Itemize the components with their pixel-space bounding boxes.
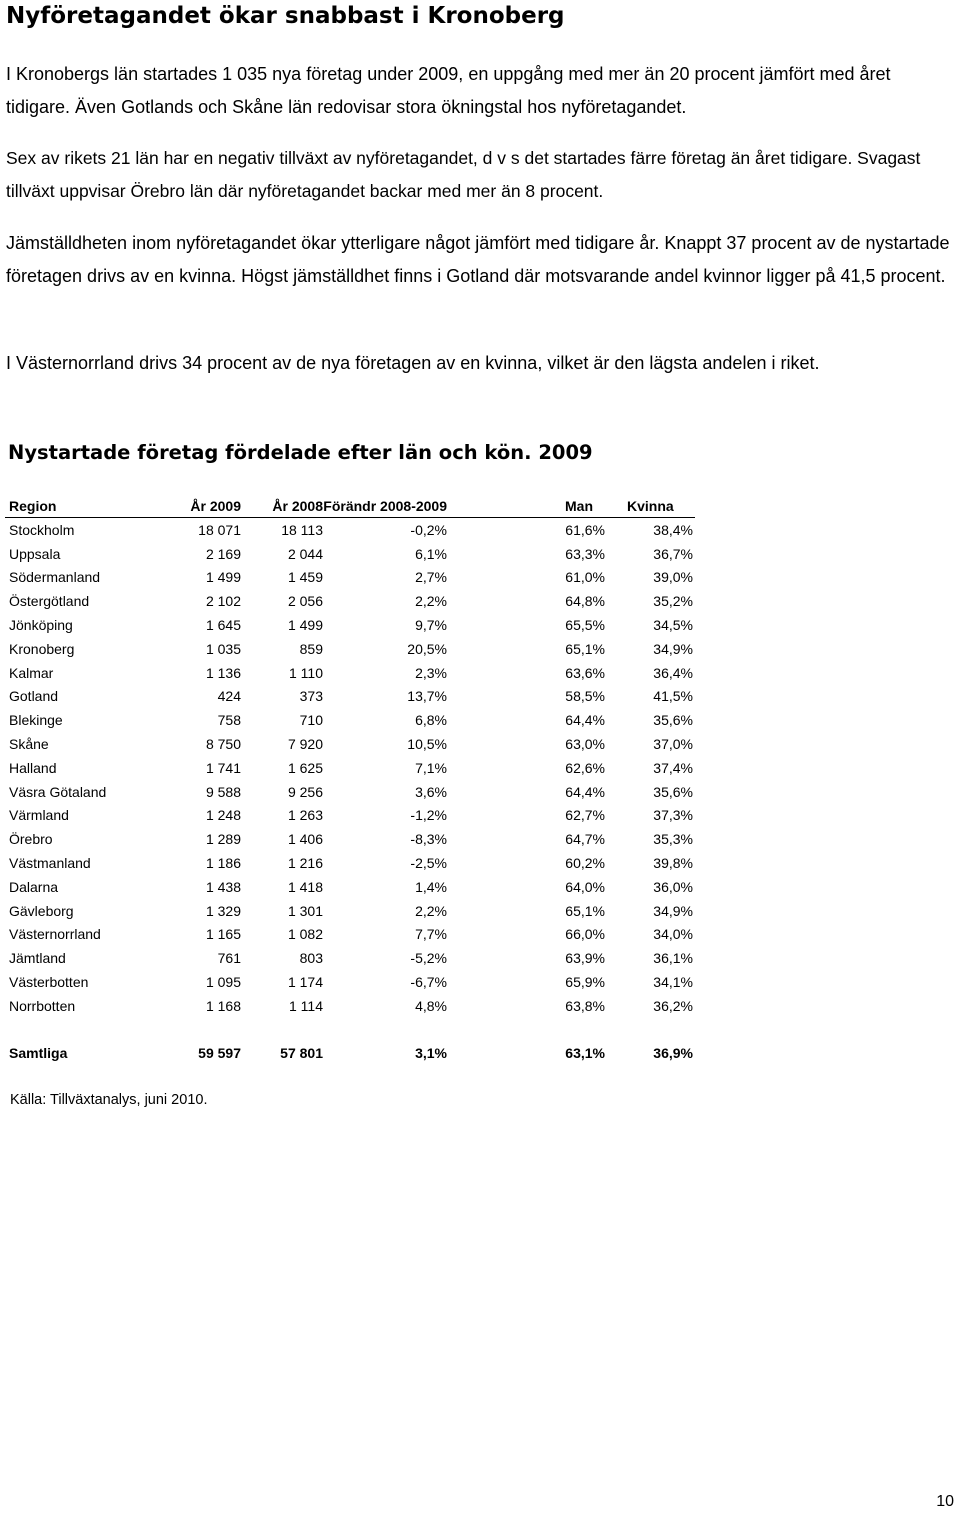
table-cell: 1 625	[287, 759, 323, 776]
table-title: Nystartade företag fördelade efter län och kön. 2009	[8, 441, 593, 464]
table-cell: 1 174	[287, 974, 323, 991]
column-header: År 2008	[272, 497, 323, 514]
table-row	[5, 637, 695, 661]
table-cell: 62,6%	[565, 759, 605, 776]
table-cell: 9 588	[205, 783, 241, 800]
table-cell: 9 256	[287, 783, 323, 800]
table-cell: Värmland	[9, 807, 69, 824]
table-cell: Östergötland	[9, 593, 90, 610]
table-cell: 38,4%	[653, 521, 693, 538]
table-cell: 1 216	[287, 855, 323, 872]
table-cell: Gotland	[9, 688, 59, 705]
table-cell: 35,6%	[653, 783, 693, 800]
table-cell: 1 418	[287, 878, 323, 895]
table-cell: 62,7%	[565, 807, 605, 824]
column-header: År 2009	[190, 497, 241, 514]
table-cell: -6,7%	[410, 974, 447, 991]
table-cell: Jönköping	[9, 617, 73, 634]
table-cell: 35,3%	[653, 831, 693, 848]
table-cell: 18 113	[281, 521, 323, 538]
table-cell: 2 056	[287, 593, 323, 610]
table-cell: 1 035	[205, 640, 241, 657]
paragraph-2: Sex av rikets 21 län har en negativ tillväxt av nyföretagandet, d v s det startades färre företag än året tidigare. Svagast tillväxt uppvisar Örebro län där nyföretagandet backar med mer än 8 procent.	[6, 148, 921, 201]
table-cell: 1 165	[205, 926, 241, 943]
table-cell: -0,2%	[410, 521, 447, 538]
table-cell: 1 406	[287, 831, 323, 848]
table-row	[5, 899, 695, 923]
table-cell: 65,5%	[565, 617, 605, 634]
table-cell: 1 329	[205, 902, 241, 919]
table-cell: 6,8%	[415, 712, 447, 729]
table-cell: 41,5%	[653, 688, 693, 705]
table-row	[5, 661, 695, 685]
table-cell: 61,6%	[565, 521, 605, 538]
table-cell: 1 459	[287, 569, 323, 586]
column-header: Förändr 2008-2009	[323, 497, 447, 514]
table-row	[5, 708, 695, 732]
table-cell: 1 301	[287, 902, 323, 919]
table-cell: Norrbotten	[9, 997, 76, 1014]
table-cell: 1 499	[205, 569, 241, 586]
table-cell: Gävleborg	[9, 902, 74, 919]
paragraph-1: I Kronobergs län startades 1 035 nya företag under 2009, en uppgång med mer än 20 procent jämfört med året tidigare. Även Gotlands och Skåne län redovisar stora ökningstal hos nyföretagandet.	[6, 64, 891, 117]
table-cell: 761	[217, 950, 241, 967]
table-cell: 1 263	[287, 807, 323, 824]
table-cell: 10,5%	[407, 736, 447, 753]
table-cell: 1 168	[205, 997, 241, 1014]
table-cell: 7 920	[287, 736, 323, 753]
column-header: Region	[9, 497, 57, 514]
table-cell: Kalmar	[9, 664, 54, 681]
table-row	[5, 970, 695, 994]
table-cell: Örebro	[9, 831, 53, 848]
table-cell: 1 289	[205, 831, 241, 848]
table-cell: 58,5%	[565, 688, 605, 705]
table-cell: 1 645	[205, 617, 241, 634]
table-body	[5, 518, 695, 1018]
table-cell: 9,7%	[415, 617, 447, 634]
table-cell: 63,6%	[565, 664, 605, 681]
table-row	[5, 613, 695, 637]
table-cell: 859	[299, 640, 323, 657]
table-header-row	[5, 494, 695, 518]
table-cell: 2,2%	[415, 902, 447, 919]
table-cell: 64,0%	[565, 878, 605, 895]
table-cell: Väsra Götaland	[9, 783, 107, 800]
table-row	[5, 851, 695, 875]
table-cell: 20,5%	[407, 640, 447, 657]
table-cell: Samtliga	[9, 1045, 68, 1062]
table-cell: Södermanland	[9, 569, 101, 586]
table-cell: 2,2%	[415, 593, 447, 610]
page-title: Nyföretagandet ökar snabbast i Kronoberg	[6, 3, 565, 29]
table-cell: -8,3%	[410, 831, 447, 848]
table-cell: 34,5%	[653, 617, 693, 634]
table-cell: Kronoberg	[9, 640, 75, 657]
table-cell: 35,6%	[653, 712, 693, 729]
table-cell: 34,0%	[653, 926, 693, 943]
table-row	[5, 566, 695, 590]
table-cell: 758	[217, 712, 241, 729]
table-cell: 63,9%	[565, 950, 605, 967]
table-cell: 1,4%	[415, 878, 447, 895]
table-cell: 1 248	[205, 807, 241, 824]
table-cell: Västmanland	[9, 855, 91, 872]
table-cell: 65,9%	[565, 974, 605, 991]
table-cell: 710	[299, 712, 323, 729]
source-note: Källa: Tillväxtanalys, juni 2010.	[10, 1092, 208, 1108]
table-cell: -1,2%	[410, 807, 447, 824]
table-cell: 64,4%	[565, 783, 605, 800]
table-cell: 36,0%	[653, 878, 693, 895]
table-cell: 2 169	[205, 545, 241, 562]
column-header: Man	[565, 497, 593, 514]
table-cell: 64,4%	[565, 712, 605, 729]
table-cell: 39,0%	[653, 569, 693, 586]
table-cell: 803	[299, 950, 323, 967]
table-cell: 1 741	[205, 759, 241, 776]
table-row	[5, 946, 695, 970]
table-cell: 3,1%	[415, 1045, 447, 1062]
table-cell: 57 801	[280, 1045, 323, 1062]
table-cell: 64,7%	[565, 831, 605, 848]
table-cell: 39,8%	[653, 855, 693, 872]
table-row	[5, 923, 695, 947]
table-row	[5, 780, 695, 804]
table-cell: 18 071	[198, 521, 241, 538]
table-cell: 34,9%	[653, 640, 693, 657]
data-table	[5, 494, 695, 1065]
table-cell: 34,1%	[653, 974, 693, 991]
table-cell: 63,1%	[565, 1045, 605, 1062]
table-cell: 63,8%	[565, 997, 605, 1014]
table-cell: 34,9%	[653, 902, 693, 919]
table-row	[5, 685, 695, 709]
table-row	[5, 994, 695, 1018]
table-cell: -5,2%	[410, 950, 447, 967]
table-cell: 1 186	[205, 855, 241, 872]
table-row	[5, 518, 695, 542]
table-cell: 36,2%	[653, 997, 693, 1014]
table-cell: 8 750	[205, 736, 241, 753]
table-cell: 63,3%	[565, 545, 605, 562]
page-number: 10	[936, 1493, 954, 1510]
table-cell: 1 095	[205, 974, 241, 991]
table-cell: 1 114	[289, 997, 323, 1014]
table-cell: 2 044	[287, 545, 323, 562]
column-header: Kvinna	[627, 497, 674, 514]
table-cell: 2,7%	[415, 569, 447, 586]
table-cell: 1 499	[287, 617, 323, 634]
table-row	[5, 827, 695, 851]
table-cell: Halland	[9, 759, 57, 776]
table-cell: Blekinge	[9, 712, 63, 729]
paragraph-4: I Västernorrland drivs 34 procent av de nya företagen av en kvinna, vilket är den lägsta andelen i riket.	[6, 353, 820, 373]
table-cell: Västernorrland	[9, 926, 101, 943]
table-cell: 7,1%	[415, 759, 447, 776]
table-cell: -2,5%	[410, 855, 447, 872]
table-cell: 3,6%	[415, 783, 447, 800]
table-cell: 36,7%	[653, 545, 693, 562]
table-cell: 36,1%	[653, 950, 693, 967]
table-cell: 37,0%	[653, 736, 693, 753]
table-cell: 63,0%	[565, 736, 605, 753]
table-cell: 36,9%	[653, 1045, 693, 1062]
table-cell: 1 110	[289, 664, 323, 681]
table-cell: Skåne	[9, 736, 49, 753]
table-cell: 2 102	[205, 593, 241, 610]
table-cell: Stockholm	[9, 521, 75, 538]
table-row	[5, 542, 695, 566]
paragraph-3: Jämställdheten inom nyföretagandet ökar ytterligare något jämfört med tidigare år. Knappt 37 procent av de nystartade företagen drivs av en kvinna. Högst jämställdhet finns i Gotland där motsvarande andel kvinnor ligger på 41,5 procent.	[6, 233, 950, 286]
table-row	[5, 875, 695, 899]
table-cell: 61,0%	[565, 569, 605, 586]
table-cell: 1 082	[287, 926, 323, 943]
table-cell: 65,1%	[565, 902, 605, 919]
table-cell: 1 438	[205, 878, 241, 895]
table-cell: 7,7%	[415, 926, 447, 943]
table-cell: 4,8%	[415, 997, 447, 1014]
table-cell: 37,4%	[653, 759, 693, 776]
table-cell: 1 136	[205, 664, 241, 681]
table-cell: 35,2%	[653, 593, 693, 610]
table-row	[5, 589, 695, 613]
table-total-row	[5, 1042, 695, 1066]
table-row	[5, 756, 695, 780]
table-cell: 373	[299, 688, 323, 705]
table-row	[5, 732, 695, 756]
table-cell: 6,1%	[415, 545, 447, 562]
table-cell: 37,3%	[653, 807, 693, 824]
table-cell: 424	[217, 688, 241, 705]
table-cell: 60,2%	[565, 855, 605, 872]
table-cell: 2,3%	[415, 664, 447, 681]
table-cell: 66,0%	[565, 926, 605, 943]
table-cell: Jämtland	[9, 950, 66, 967]
table-row	[5, 804, 695, 828]
table-cell: 64,8%	[565, 593, 605, 610]
table-cell: 13,7%	[407, 688, 447, 705]
table-cell: Uppsala	[9, 545, 61, 562]
table-cell: 59 597	[198, 1045, 241, 1062]
table-cell: Dalarna	[9, 878, 59, 895]
table-cell: 65,1%	[565, 640, 605, 657]
table-cell: 36,4%	[653, 664, 693, 681]
table-cell: Västerbotten	[9, 974, 89, 991]
